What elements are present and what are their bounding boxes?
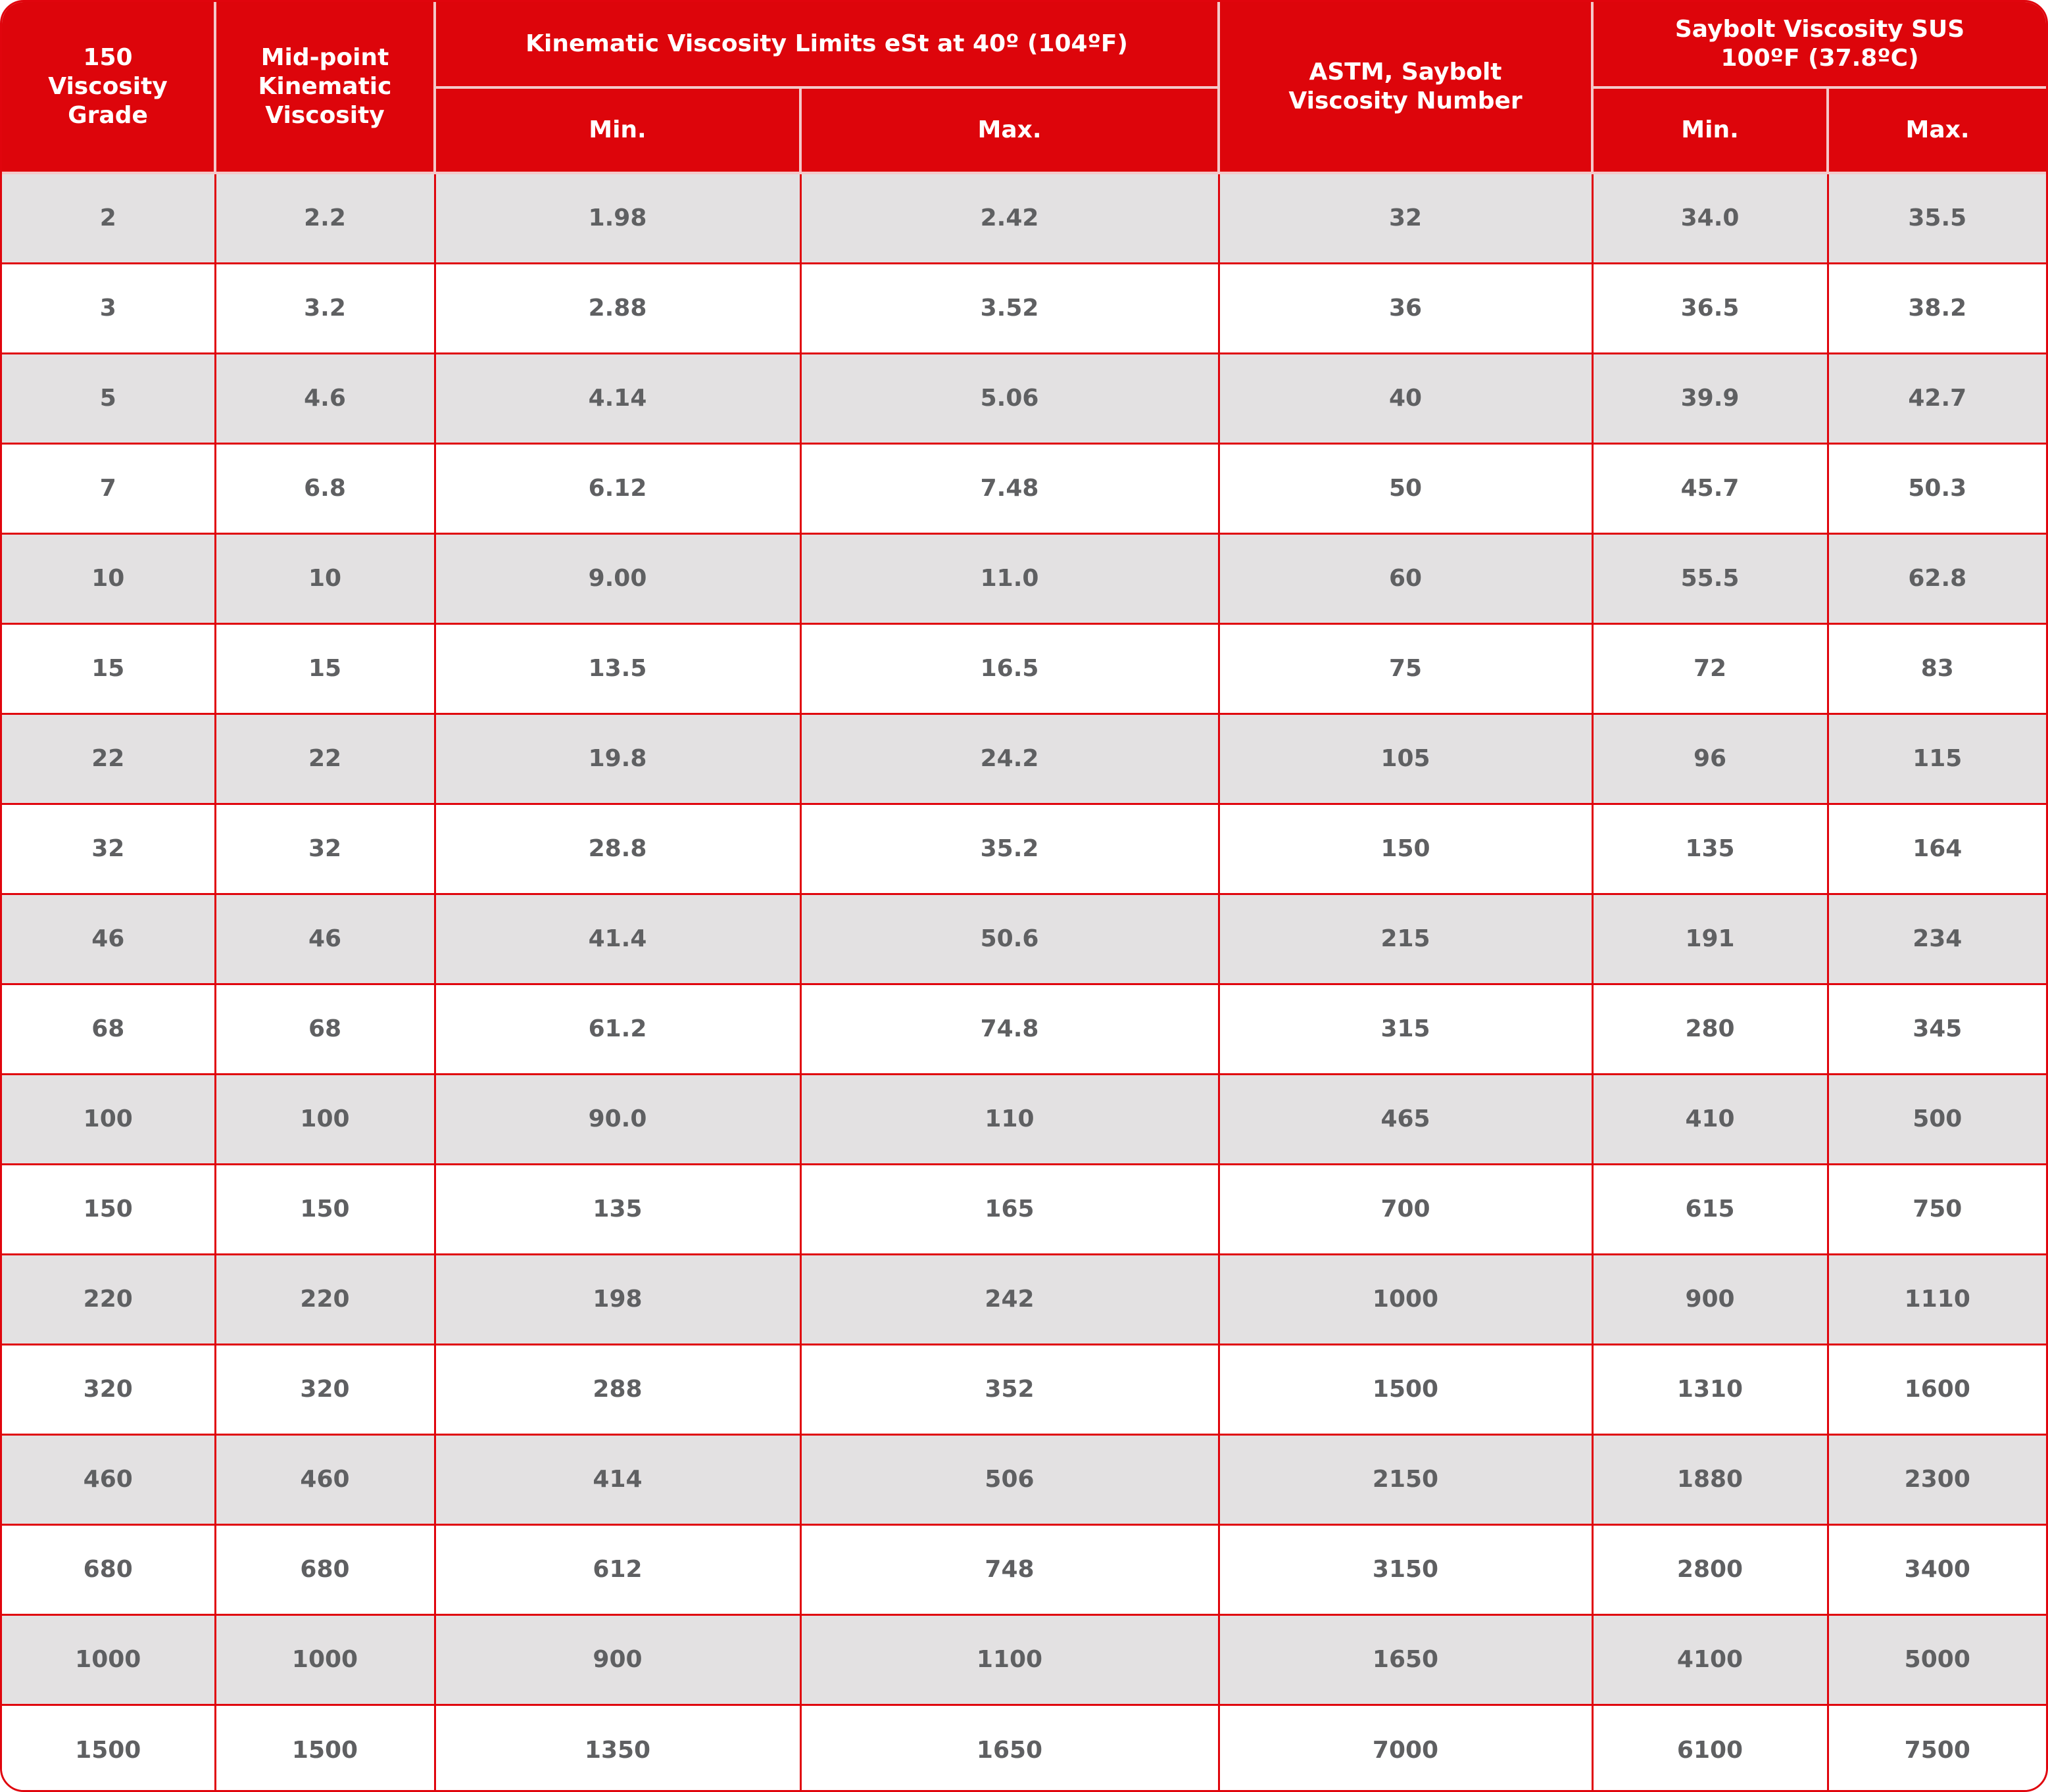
cell-kinematic-min: 2.88: [435, 263, 800, 353]
cell-astm-number: 105: [1219, 714, 1592, 804]
cell-astm-number: 3150: [1219, 1524, 1592, 1614]
cell-midpoint: 150: [215, 1164, 435, 1254]
cell-midpoint: 15: [215, 623, 435, 714]
cell-saybolt-max: 5000: [1828, 1614, 2046, 1705]
cell-kinematic-max: 24.2: [800, 714, 1219, 804]
cell-saybolt-max: 750: [1828, 1164, 2046, 1254]
cell-midpoint: 1000: [215, 1614, 435, 1705]
cell-saybolt-max: 234: [1828, 894, 2046, 984]
cell-saybolt-min: 4100: [1592, 1614, 1828, 1705]
cell-saybolt-max: 42.7: [1828, 353, 2046, 443]
cell-midpoint: 1500: [215, 1705, 435, 1792]
table-body: [2, 173, 2046, 1792]
table-row: [2, 353, 2046, 443]
table-row: [2, 533, 2046, 623]
table-header: [2, 2, 2046, 173]
cell-kinematic-max: 242: [800, 1254, 1219, 1344]
cell-saybolt-min: 36.5: [1592, 263, 1828, 353]
cell-kinematic-min: 9.00: [435, 533, 800, 623]
table-row: [2, 1705, 2046, 1792]
cell-midpoint: 220: [215, 1254, 435, 1344]
cell-saybolt-min: 135: [1592, 804, 1828, 894]
cell-grade: 46: [2, 894, 215, 984]
header-saybolt-viscosity-sus: Saybolt Viscosity SUS 100ºF (37.8ºC): [1592, 2, 2046, 87]
cell-saybolt-min: 410: [1592, 1074, 1828, 1164]
header-kinematic-viscosity-limits: Kinematic Viscosity Limits eSt at 40º (104ºF): [435, 2, 1219, 87]
cell-midpoint: 460: [215, 1434, 435, 1524]
cell-astm-number: 36: [1219, 263, 1592, 353]
cell-saybolt-max: 164: [1828, 804, 2046, 894]
cell-saybolt-max: 35.5: [1828, 173, 2046, 263]
cell-saybolt-min: 55.5: [1592, 533, 1828, 623]
cell-grade: 1000: [2, 1614, 215, 1705]
cell-kinematic-min: 198: [435, 1254, 800, 1344]
cell-saybolt-min: 900: [1592, 1254, 1828, 1344]
cell-saybolt-min: 280: [1592, 984, 1828, 1074]
cell-grade: 320: [2, 1344, 215, 1434]
cell-grade: 32: [2, 804, 215, 894]
cell-kinematic-max: 5.06: [800, 353, 1219, 443]
cell-kinematic-min: 6.12: [435, 443, 800, 533]
table-row: [2, 984, 2046, 1074]
cell-saybolt-min: 6100: [1592, 1705, 1828, 1792]
cell-astm-number: 40: [1219, 353, 1592, 443]
cell-midpoint: 2.2: [215, 173, 435, 263]
header-viscosity-grade: 150 Viscosity Grade: [2, 2, 215, 173]
cell-grade: 22: [2, 714, 215, 804]
cell-kinematic-min: 90.0: [435, 1074, 800, 1164]
header-kinematic-max: Max.: [800, 87, 1219, 173]
cell-midpoint: 32: [215, 804, 435, 894]
cell-astm-number: 60: [1219, 533, 1592, 623]
cell-saybolt-min: 72: [1592, 623, 1828, 714]
cell-kinematic-max: 35.2: [800, 804, 1219, 894]
cell-kinematic-max: 74.8: [800, 984, 1219, 1074]
cell-midpoint: 10: [215, 533, 435, 623]
header-saybolt-min: Min.: [1592, 87, 1828, 173]
cell-midpoint: 68: [215, 984, 435, 1074]
cell-saybolt-min: 2800: [1592, 1524, 1828, 1614]
cell-astm-number: 315: [1219, 984, 1592, 1074]
cell-kinematic-min: 288: [435, 1344, 800, 1434]
cell-midpoint: 680: [215, 1524, 435, 1614]
cell-kinematic-min: 13.5: [435, 623, 800, 714]
cell-midpoint: 3.2: [215, 263, 435, 353]
cell-astm-number: 7000: [1219, 1705, 1592, 1792]
cell-grade: 2: [2, 173, 215, 263]
cell-kinematic-min: 135: [435, 1164, 800, 1254]
cell-astm-number: 32: [1219, 173, 1592, 263]
cell-saybolt-max: 50.3: [1828, 443, 2046, 533]
cell-kinematic-max: 50.6: [800, 894, 1219, 984]
cell-saybolt-min: 45.7: [1592, 443, 1828, 533]
cell-midpoint: 4.6: [215, 353, 435, 443]
cell-saybolt-max: 500: [1828, 1074, 2046, 1164]
table-row: [2, 263, 2046, 353]
cell-saybolt-max: 62.8: [1828, 533, 2046, 623]
cell-kinematic-min: 414: [435, 1434, 800, 1524]
cell-astm-number: 1500: [1219, 1344, 1592, 1434]
cell-saybolt-min: 34.0: [1592, 173, 1828, 263]
cell-saybolt-min: 1880: [1592, 1434, 1828, 1524]
cell-saybolt-max: 83: [1828, 623, 2046, 714]
header-midpoint-kinematic-viscosity: Mid-point Kinematic Viscosity: [215, 2, 435, 173]
cell-saybolt-max: 345: [1828, 984, 2046, 1074]
table-row: [2, 894, 2046, 984]
viscosity-grade-table: [2, 2, 2046, 1792]
cell-grade: 68: [2, 984, 215, 1074]
table-row: [2, 623, 2046, 714]
cell-kinematic-max: 1100: [800, 1614, 1219, 1705]
cell-saybolt-min: 96: [1592, 714, 1828, 804]
cell-grade: 10: [2, 533, 215, 623]
cell-grade: 5: [2, 353, 215, 443]
cell-kinematic-min: 1.98: [435, 173, 800, 263]
table-row: [2, 1254, 2046, 1344]
cell-kinematic-min: 19.8: [435, 714, 800, 804]
cell-saybolt-max: 1600: [1828, 1344, 2046, 1434]
cell-kinematic-max: 110: [800, 1074, 1219, 1164]
cell-saybolt-max: 7500: [1828, 1705, 2046, 1792]
cell-grade: 15: [2, 623, 215, 714]
cell-grade: 220: [2, 1254, 215, 1344]
table-row: [2, 1524, 2046, 1614]
cell-kinematic-min: 4.14: [435, 353, 800, 443]
cell-grade: 1500: [2, 1705, 215, 1792]
cell-grade: 680: [2, 1524, 215, 1614]
table-row: [2, 804, 2046, 894]
table-row: [2, 1344, 2046, 1434]
cell-midpoint: 320: [215, 1344, 435, 1434]
cell-kinematic-min: 28.8: [435, 804, 800, 894]
cell-saybolt-max: 38.2: [1828, 263, 2046, 353]
cell-grade: 460: [2, 1434, 215, 1524]
cell-kinematic-max: 7.48: [800, 443, 1219, 533]
cell-saybolt-max: 2300: [1828, 1434, 2046, 1524]
cell-astm-number: 215: [1219, 894, 1592, 984]
table-row: [2, 1164, 2046, 1254]
cell-kinematic-min: 900: [435, 1614, 800, 1705]
cell-astm-number: 75: [1219, 623, 1592, 714]
table-row: [2, 443, 2046, 533]
table-row: [2, 714, 2046, 804]
cell-astm-number: 1000: [1219, 1254, 1592, 1344]
cell-astm-number: 50: [1219, 443, 1592, 533]
header-kinematic-min: Min.: [435, 87, 800, 173]
cell-kinematic-max: 11.0: [800, 533, 1219, 623]
cell-midpoint: 6.8: [215, 443, 435, 533]
header-astm-saybolt-number: ASTM, Saybolt Viscosity Number: [1219, 2, 1592, 173]
cell-grade: 7: [2, 443, 215, 533]
cell-kinematic-max: 506: [800, 1434, 1219, 1524]
cell-kinematic-max: 352: [800, 1344, 1219, 1434]
table-row: [2, 1074, 2046, 1164]
cell-astm-number: 150: [1219, 804, 1592, 894]
table-row: [2, 1434, 2046, 1524]
cell-grade: 150: [2, 1164, 215, 1254]
cell-kinematic-max: 3.52: [800, 263, 1219, 353]
cell-midpoint: 22: [215, 714, 435, 804]
cell-kinematic-max: 2.42: [800, 173, 1219, 263]
cell-saybolt-max: 3400: [1828, 1524, 2046, 1614]
cell-saybolt-min: 39.9: [1592, 353, 1828, 443]
cell-astm-number: 465: [1219, 1074, 1592, 1164]
cell-kinematic-max: 16.5: [800, 623, 1219, 714]
cell-kinematic-min: 61.2: [435, 984, 800, 1074]
cell-midpoint: 100: [215, 1074, 435, 1164]
cell-astm-number: 1650: [1219, 1614, 1592, 1705]
cell-kinematic-max: 1650: [800, 1705, 1219, 1792]
cell-kinematic-min: 41.4: [435, 894, 800, 984]
cell-grade: 3: [2, 263, 215, 353]
cell-kinematic-max: 165: [800, 1164, 1219, 1254]
cell-kinematic-min: 1350: [435, 1705, 800, 1792]
cell-kinematic-min: 612: [435, 1524, 800, 1614]
cell-saybolt-max: 1110: [1828, 1254, 2046, 1344]
cell-saybolt-min: 191: [1592, 894, 1828, 984]
cell-saybolt-min: 615: [1592, 1164, 1828, 1254]
cell-midpoint: 46: [215, 894, 435, 984]
table-row: [2, 173, 2046, 263]
cell-saybolt-min: 1310: [1592, 1344, 1828, 1434]
table-row: [2, 1614, 2046, 1705]
cell-astm-number: 700: [1219, 1164, 1592, 1254]
header-saybolt-max: Max.: [1828, 87, 2046, 173]
cell-kinematic-max: 748: [800, 1524, 1219, 1614]
cell-saybolt-max: 115: [1828, 714, 2046, 804]
cell-grade: 100: [2, 1074, 215, 1164]
cell-astm-number: 2150: [1219, 1434, 1592, 1524]
